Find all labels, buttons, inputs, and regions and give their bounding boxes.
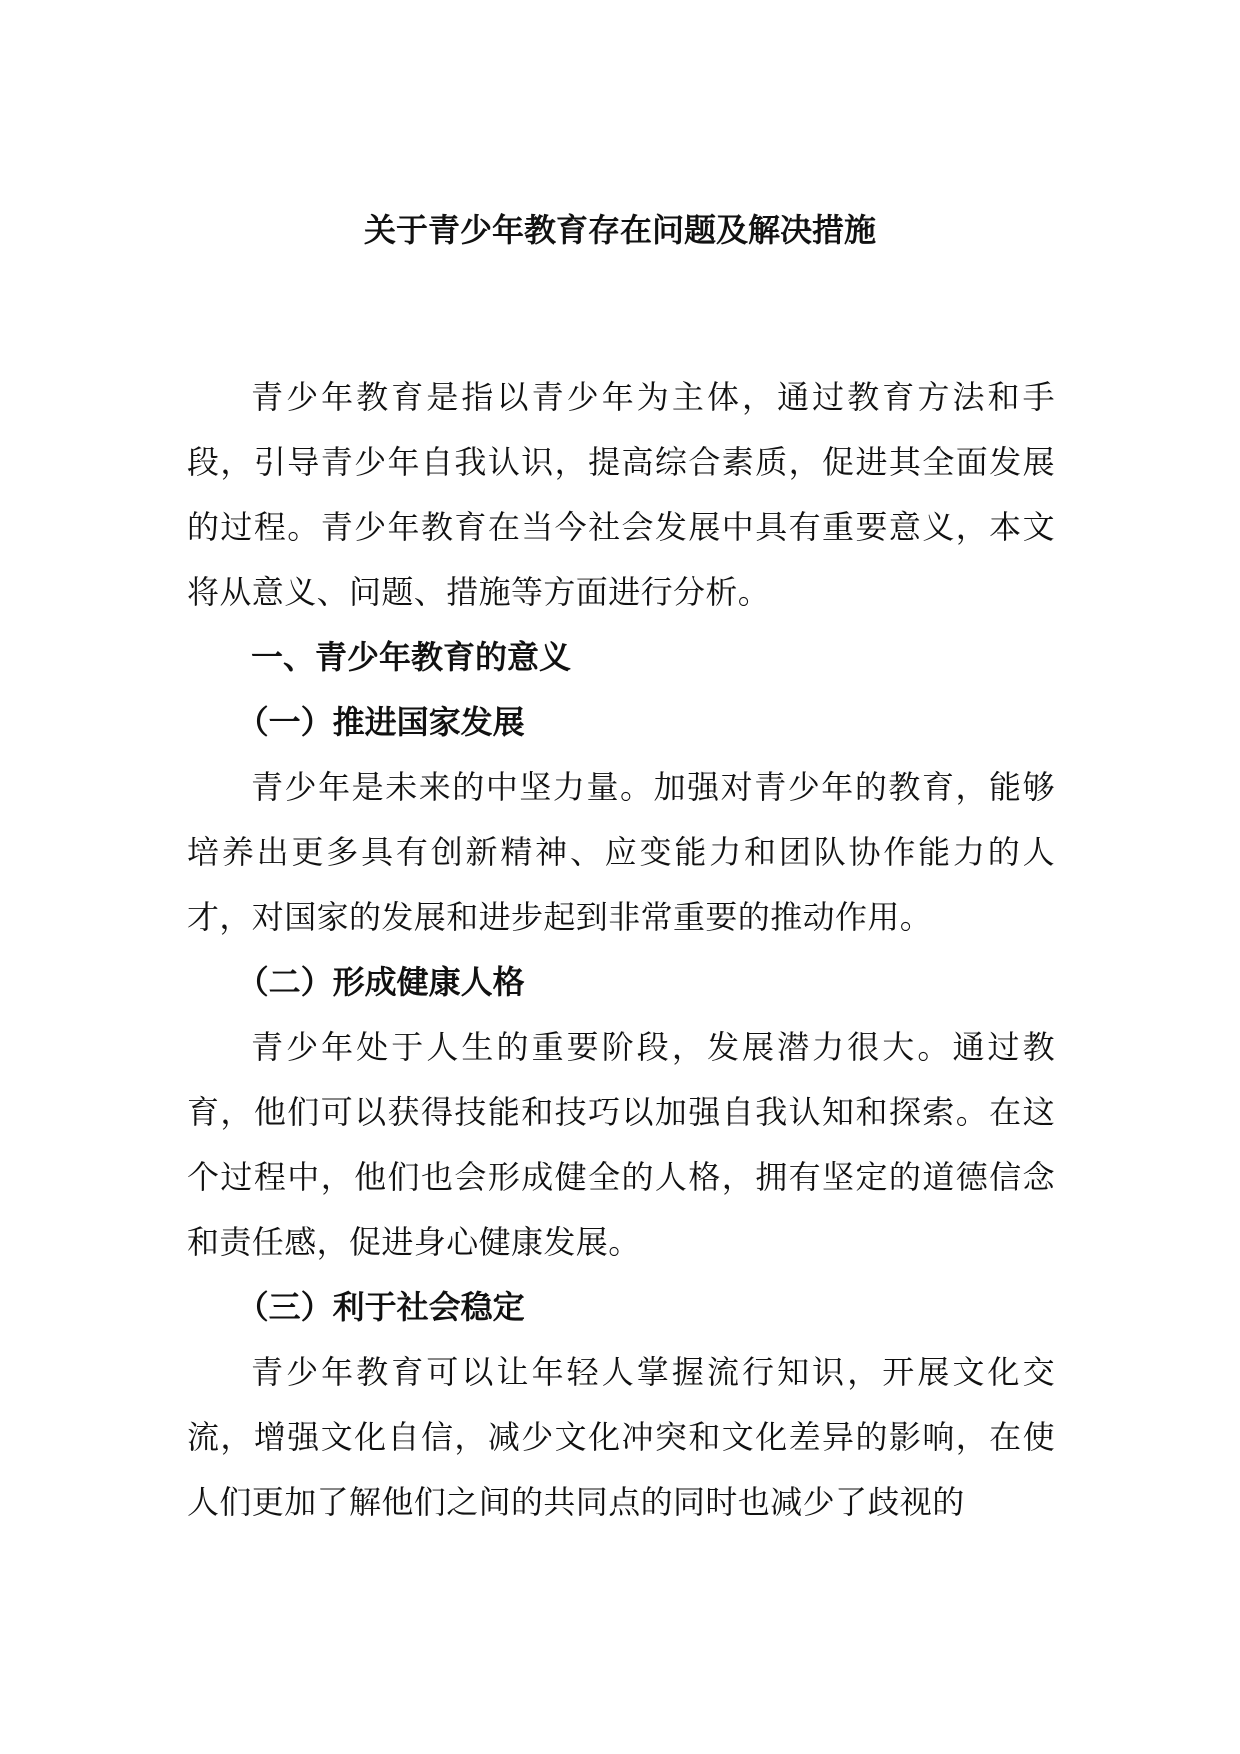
- subsection-paragraph-3: 青少年教育可以让年轻人掌握流行知识，开展文化交流，增强文化自信，减少文化冲突和文化差异的影响，在使人们更加了解他们之间的共同点的同时也减少了歧视的: [187, 1353, 1055, 1521]
- subsection-heading-2: （二）形成健康人格: [236, 963, 525, 1001]
- intro-paragraph: 青少年教育是指以青少年为主体，通过教育方法和手段，引导青少年自我认识，提高综合素质，促进其全面发展的过程。青少年教育在当今社会发展中具有重要意义，本文将从意义、问题、措施等方面进行分析。: [187, 378, 1055, 611]
- subsection-heading-1: （一）推进国家发展: [236, 703, 525, 741]
- document-body: [187, 365, 1055, 1535]
- subsection-heading-3: （三）利于社会稳定: [236, 1288, 525, 1326]
- section-heading-1: 一、青少年教育的意义: [251, 638, 572, 676]
- subsection-paragraph-1: 青少年是未来的中坚力量。加强对青少年的教育，能够培养出更多具有创新精神、应变能力和团队协作能力的人才，对国家的发展和进步起到非常重要的推动作用。: [187, 768, 1055, 936]
- subsection-paragraph-2: 青少年处于人生的重要阶段，发展潜力很大。通过教育，他们可以获得技能和技巧以加强自我认知和探索。在这个过程中，他们也会形成健全的人格，拥有坚定的道德信念和责任感，促进身心健康发展。: [187, 1028, 1055, 1261]
- document-title: 关于青少年教育存在问题及解决措施: [363, 211, 876, 249]
